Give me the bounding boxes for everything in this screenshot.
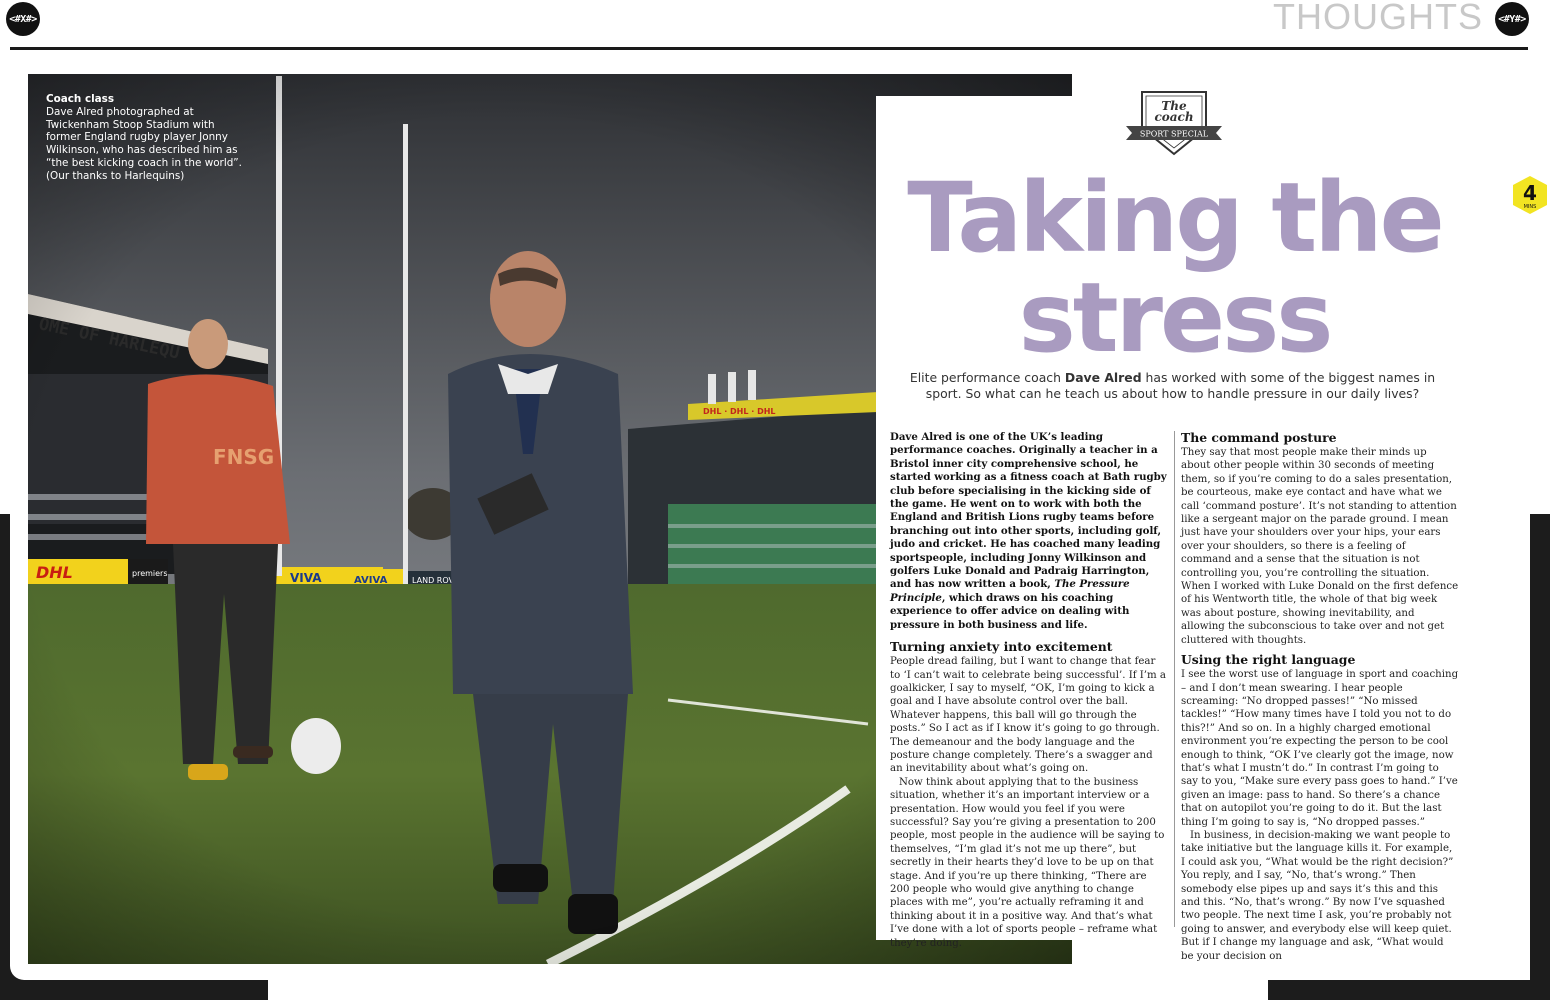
book-title: The Pressure Principle: [890, 578, 1130, 604]
standfirst: [900, 370, 1445, 402]
paragraph-3: They say that most people make their minds up about other people within 30 seconds of meeting them, so if you’re coming to do a sales presentation, be courteous, make eye contact and have what we call ‘command posture’. It’s not standing to attention like a sergeant major on the parade ground. I mean just have your shoulders over your hips, your ears over your shoulders, so there is a feeling of command and a sense that the situation is not controlling you, you’re controlling the situation. When I worked with Luke Donald on the first defence of his Wentworth title, the whole of that big week was about posture, showing inevitability, and allowing the subconscious to take over and not get cluttered with thoughts.: [1181, 447, 1459, 646]
dark-side-block-right: [1530, 514, 1550, 1000]
subhead-posture: The command posture: [1181, 430, 1337, 445]
article-intro: [890, 431, 1168, 632]
mins-number: 4: [1523, 181, 1537, 205]
page-number-right: <#Y#>: [1495, 2, 1529, 36]
page-number-left: <#X#>: [6, 2, 40, 36]
paragraph-4: I see the worst use of language in sport and coaching – and I don’t mean swearing. I hear people screaming: “No dropped passes!” “No missed tackles!” “How many times have I told you not to do this?!” And so on. In a highly charged emotional environment you’re expecting the person to be cool enough to think, “OK I’ve clearly got the image, now that’s what I mustn’t do.” In contrast I’m going to say to you, “Make sure every pass goes to hand.” I’ve given an image: pass to hand. So there’s a chance that on autopilot you’re going to do it. But the last thing I’m going to say is, “No dropped passes.”: [1181, 669, 1459, 828]
caption-text: Dave Alred photographed at Twickenham Stoop Stadium with former England rugby player Jonny Wilkinson, who has described him as “the best kicking coach in the world”. (Our thanks to Harlequins): [46, 105, 242, 182]
the-coach-badge: [1124, 88, 1224, 160]
subhead-anxiety: Turning anxiety into excitement: [890, 639, 1113, 655]
photo-caption: [46, 93, 246, 183]
subhead-language: Using the right language: [1181, 652, 1356, 668]
column-divider: [1174, 431, 1175, 927]
paragraph-1: People dread failing, but I want to change that fear to ‘I can’t wait to celebrate being successful’. If I’m a goalkicker, I say to myself, “OK, I’m going to kick a goal and I have absolute control over the ball. Whatever happens, this ball will go through the posts.” So I act as if I know it’s going to go through. The demeanour and the body language and the posture change completely. There’s a swagger and an inevitability about what’s going on.: [890, 656, 1166, 775]
headline-line2: stress: [1018, 262, 1331, 374]
standfirst-name: Dave Alred: [1064, 370, 1142, 385]
caption-title: Coach class: [46, 93, 115, 105]
paragraph-5: In business, in decision-making we want people to take initiative but the language kills it. For example, I could ask you, “What would be the right decision?” You reply, and I say, “No, that’s wrong.” Then somebody else pipes up and says it’s this and this and this. “No, that’s wrong.” By now I’ve squashed two people. The next time I ask, you’re probably not going to answer, and everybody else will keep quiet. But if I change my language and ask, “What would be your decision on: [1181, 829, 1454, 962]
reading-time-badge: [1510, 175, 1550, 215]
standfirst-before: Elite performance coach: [909, 370, 1065, 385]
dark-bottom-block-left: [0, 980, 268, 1000]
section-title: THOUGHTS: [1273, 0, 1483, 37]
badge-line2: coach: [1154, 110, 1194, 124]
badge-line1: The: [1161, 99, 1187, 113]
mins-label: MINS: [1523, 204, 1537, 210]
dark-bottom-block-right: [1268, 980, 1550, 1000]
paragraph-2: Now think about applying that to the business situation, whether it’s an important interview or a presentation. How would you feel if you were successful? Say you’re giving a presentation to 200 people, most people in the audience will be saying to themselves, “I’m glad it’s not me up there”, but secretly in their hearts they’d love to be up on that stage. And if you’re up there thinking, “There are 200 people who would give anything to change places with me”, you’re actually reframing it and thinking about it in a positive way. And that’s what I’ve done with a lot of sports people – reframe what they’re doing.: [890, 776, 1165, 949]
headline: [876, 162, 1473, 374]
headline-line1: Taking the: [907, 162, 1442, 274]
header-rule: [10, 47, 1528, 50]
article-column-left: [890, 431, 1168, 950]
intro-before: Dave Alred is one of the UK’s leading performance coaches. Originally a teacher in a Bristol inner city comprehensive school, he started working as a fitness coach at Bath rugby club before specialising in the kicking side of the game. He went on to work with both the England and British Lions rugby teams before branching out into other sports, including golf, judo and cricket. He has coached many leading sportspeople, including Jonny Wilkinson and golfers Luke Donald and Padraig Harrington, and has now written a book,: [890, 431, 1167, 591]
badge-ribbon: SPORT SPECIAL: [1139, 129, 1209, 139]
article-column-right: [1181, 431, 1459, 963]
standfirst-after: has worked with some of the biggest names in sport. So what can he teach us about how to handle pressure in our daily lives?: [925, 370, 1436, 401]
intro-after: , which draws on his coaching experience to offer advice on dealing with pressure in both business and life.: [890, 591, 1130, 631]
